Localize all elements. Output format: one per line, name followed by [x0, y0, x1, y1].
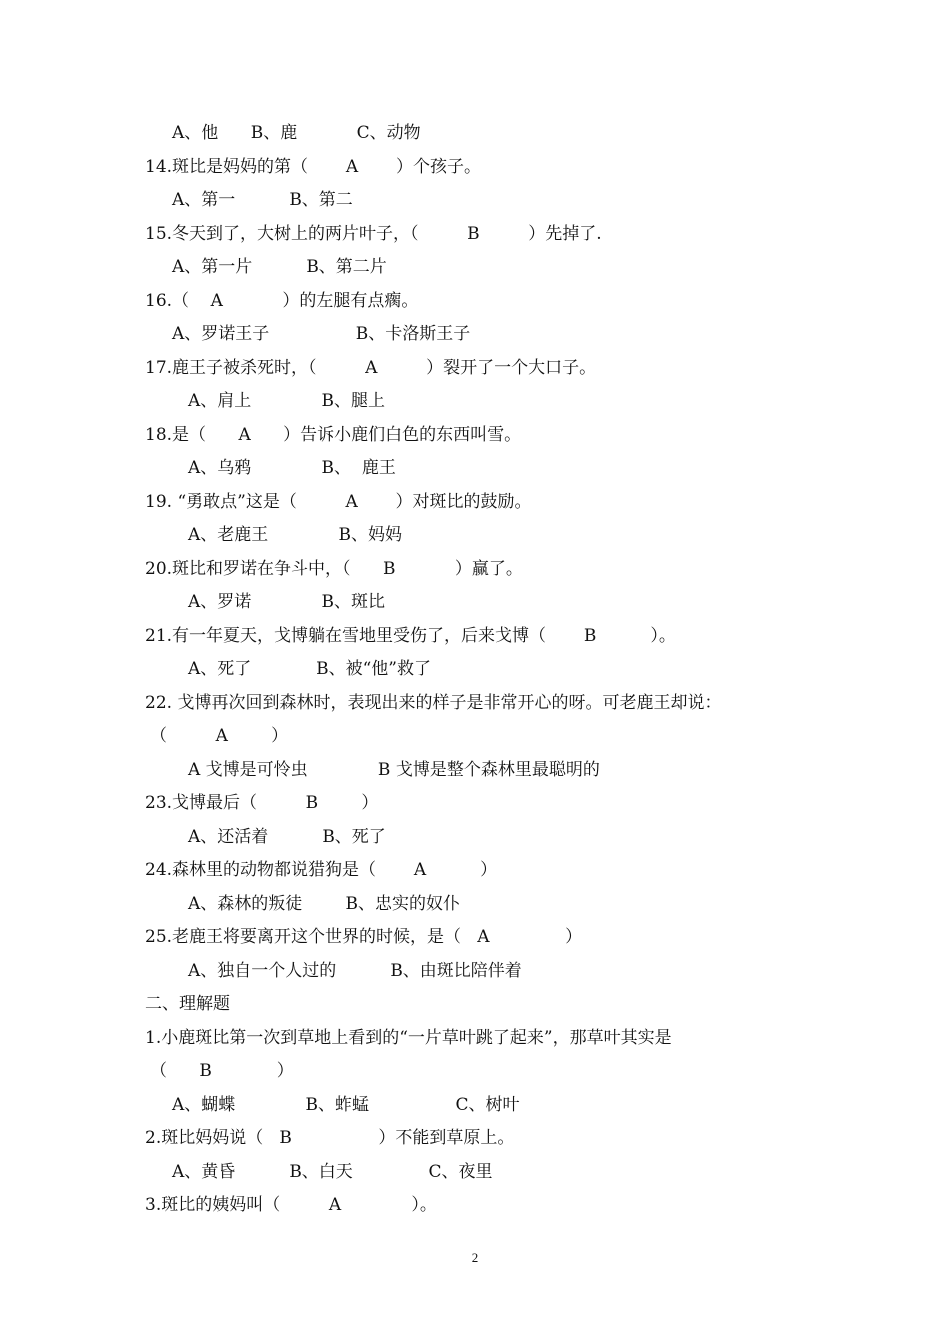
question-16: 16.（ A ）的左腿有点瘸。 [145, 291, 419, 311]
option-line-22: A 戈博是可怜虫 B 戈博是整个森林里最聪明的 [188, 760, 600, 780]
option-line-17: A、肩上 B、腿上 [188, 391, 386, 411]
question-20: 20.斑比和罗诺在争斗中，（ B ）赢了。 [145, 559, 523, 579]
option-line-19: A、老鹿王 B、妈妈 [188, 525, 403, 545]
question-22: 22. 戈博再次回到森林时，表现出来的样子是非常开心的呀。可老鹿王却说： [145, 693, 722, 713]
comprehension-option-line-2: A、黄昏 B、白天 C、夜里 [172, 1162, 493, 1182]
question-21: 21.有一年夏天，戈博躺在雪地里受伤了，后来戈博（ B ）。 [145, 626, 676, 646]
comprehension-question-1-answer: （ B ） [150, 1061, 294, 1081]
page-number: 2 [471, 1250, 479, 1265]
option-line-21: A、死了 B、被“他”救了 [188, 659, 431, 679]
question-24: 24.森林里的动物都说猎狗是（ A ） [145, 860, 498, 880]
question-14: 14.斑比是妈妈的第（ A ）个孩子。 [145, 157, 481, 177]
option-line-16: A、罗诺王子 B、卡洛斯王子 [172, 324, 471, 344]
question-25: 25.老鹿王将要离开这个世界的时候，是（ A ） [145, 927, 583, 947]
option-line-18: A、乌鸦 B、 鹿王 [188, 458, 396, 478]
option-line-13: A、他 B、鹿 C、动物 [172, 123, 421, 143]
option-line-15: A、第一片 B、第二片 [172, 257, 387, 277]
option-line-14: A、第一 B、第二 [172, 190, 353, 210]
option-line-24: A、森林的叛徒 B、忠实的奴仆 [188, 894, 460, 914]
question-17: 17.鹿王子被杀死时，（ A ）裂开了一个大口子。 [145, 358, 597, 378]
question-15: 15.冬天到了，大树上的两片叶子，（ B ）先掉了. [145, 224, 602, 244]
comprehension-question-3: 3.斑比的姨妈叫（ A ）。 [145, 1195, 437, 1215]
option-line-23: A、还活着 B、死了 [188, 827, 386, 847]
section-heading: 二、理解题 [145, 994, 230, 1014]
comprehension-option-line-1: A、蝴蝶 B、蚱蜢 C、树叶 [172, 1095, 520, 1115]
option-line-20: A、罗诺 B、斑比 [188, 592, 386, 612]
comprehension-question-1: 1.小鹿斑比第一次到草地上看到的“一片草叶跳了起来”，那草叶其实是 [145, 1028, 672, 1048]
question-19: 19. “勇敢点”这是（ A ）对斑比的鼓励。 [145, 492, 532, 512]
option-line-25: A、独自一个人过的 B、由斑比陪伴着 [188, 961, 522, 981]
question-22-answer: （ A ） [150, 726, 289, 746]
comprehension-question-2: 2.斑比妈妈说（ B ）不能到草原上。 [145, 1128, 515, 1148]
question-23: 23.戈博最后（ B ） [145, 793, 379, 813]
question-18: 18.是（ A ）告诉小鹿们白色的东西叫雪。 [145, 425, 522, 445]
